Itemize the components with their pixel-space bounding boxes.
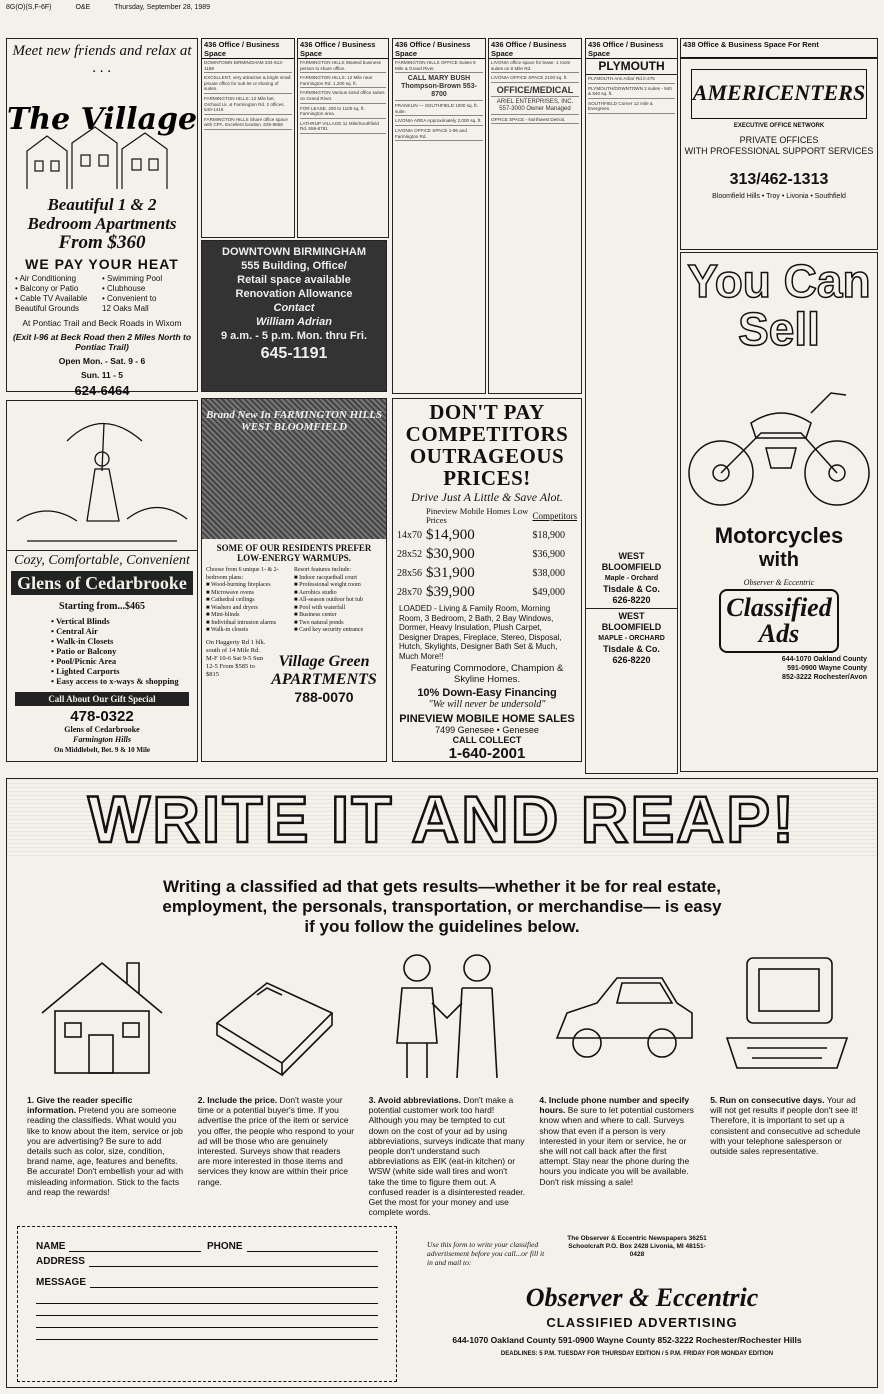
pineview-drive: Drive Just A Little & Save Alot. bbox=[411, 490, 563, 504]
deadlines: DEADLINES: 5 P.M. TUESDAY FOR THURSDAY EDITION / 5 P.M. FRIDAY FOR MONDAY EDITION bbox=[500, 1351, 774, 1357]
cedarbrooke-name: Glens of Cedarbrooke bbox=[11, 571, 193, 595]
pineview-financing: 10% Down-Easy Financing bbox=[417, 687, 557, 699]
tip-title: 4. Include phone number and specify hours. bbox=[539, 1095, 690, 1116]
feature-item: ■ Microwave ovens bbox=[206, 589, 254, 596]
listing: DOWNTOWN BIRMINGHAM 334-512-1168 bbox=[204, 60, 292, 73]
feature-item: • Central Air bbox=[51, 626, 98, 636]
wb-heading: WEST BLOOMFIELD bbox=[601, 611, 662, 632]
computer-icon bbox=[707, 943, 857, 1083]
tip-body: Pretend you are someone reading the classifieds. What would you like to know about the item, service or job you are advertising? Be sure to add details such as color, size, condition, brand name, age, features and benefits. Be accurate! Don't embellish your ad with misleading information. Stick to the facts and reap the rewards! bbox=[27, 1105, 184, 1197]
house-icon bbox=[27, 943, 177, 1083]
cedarbrooke-price: Starting from...$465 bbox=[59, 601, 145, 612]
tip-item bbox=[710, 1095, 867, 1217]
pineview-headline: COMPETITORS bbox=[405, 422, 569, 446]
size-cell: 14x70 bbox=[397, 530, 422, 541]
wb-heading: WEST BLOOMFIELD bbox=[601, 551, 662, 572]
classified-column-5 bbox=[585, 38, 678, 774]
message-line[interactable] bbox=[36, 1304, 378, 1316]
listing: FRANKLIN — SOUTHFIELD 1000 sq. ft. suite. bbox=[395, 103, 483, 116]
tisdale-name: Tisdale & Co. bbox=[603, 584, 660, 594]
you-can-sell-headline: You Can Sell bbox=[687, 255, 871, 355]
tip-title: 2. Include the price. bbox=[197, 1095, 278, 1105]
competitor-price: $36,900 bbox=[532, 549, 565, 560]
amenity: • Swimming Pool bbox=[102, 274, 163, 283]
tip-item bbox=[27, 1095, 184, 1217]
page-header bbox=[6, 4, 878, 16]
americenters-cities: Bloomfield Hills • Troy • Livonia • Southfield bbox=[712, 193, 846, 200]
tip-body: Be sure to let potential customers know when and where to call. Surveys show that even if a person is very interested in your item or service, he or she will not call back after the first attempt. Stay near the phone during the hours you indicate you will be available. Don't risk missing a sale! bbox=[539, 1105, 694, 1187]
downtown-line: 555 Building, Office/ bbox=[241, 260, 347, 272]
village-heat: WE PAY YOUR HEAT bbox=[25, 256, 179, 272]
woman-with-umbrella-icon bbox=[7, 401, 197, 549]
feature-item: • Patio or Balcony bbox=[51, 646, 117, 656]
feature-item: ■ Card key security entrance bbox=[294, 627, 364, 633]
amenity: • Clubhouse bbox=[102, 284, 146, 293]
column-heading: 436 Office / Business Space bbox=[489, 39, 581, 59]
americenters-line-1: PRIVATE OFFICES bbox=[739, 135, 819, 145]
tip-item bbox=[198, 1095, 355, 1217]
feature-item: ■ Professional weight room bbox=[294, 582, 361, 588]
pineview-headline: OUTRAGEOUS bbox=[409, 444, 565, 468]
listing: LIVONIA AREA Approximately 2,000 sq. ft. bbox=[395, 118, 483, 126]
downtown-line: 9 a.m. - 5 p.m. Mon. thru Fri. bbox=[220, 330, 368, 342]
size-cell: 28x52 bbox=[397, 549, 422, 560]
pineview-price: $30,900 bbox=[426, 546, 475, 562]
pineview-ad bbox=[392, 398, 582, 762]
feature-item: ■ Walk-in closets bbox=[206, 627, 249, 633]
competitor-price: $38,000 bbox=[532, 568, 565, 579]
with-text: with bbox=[759, 549, 799, 571]
feature-item: ■ Two natural ponds bbox=[294, 619, 344, 626]
listing: LIVONIA office space for lease. 1 room suites on 8 Mile Rd. bbox=[491, 60, 579, 73]
listing: SOUTHFIELD Corner 12 mile & Evergreen. bbox=[588, 101, 675, 114]
wb-subheading: MAPLE - ORCHARD bbox=[598, 635, 665, 642]
message-line[interactable] bbox=[36, 1328, 378, 1340]
rent-column-heading bbox=[680, 38, 878, 58]
classified-column-2 bbox=[297, 38, 389, 238]
feature-item: ■ Aerobics studio bbox=[294, 589, 337, 596]
cedarbrooke-addr: Glens of Cedarbrooke bbox=[64, 725, 140, 734]
oe-name: Observer & Eccentric bbox=[743, 578, 815, 587]
listing: LIVONIA OFFICE SPACE 2100 sq. ft. bbox=[491, 75, 579, 83]
write-it-and-reap-section bbox=[6, 778, 878, 1388]
briefcase-icon bbox=[197, 943, 347, 1083]
pineview-price: $39,900 bbox=[426, 584, 475, 600]
west-bloomfield-ad-2 bbox=[586, 609, 677, 668]
size-cell: 28x70 bbox=[397, 587, 422, 598]
feature-item: • Easy access to x-ways & shopping bbox=[51, 676, 179, 686]
downtown-birmingham-ad bbox=[201, 240, 387, 392]
phone-label: PHONE bbox=[206, 1241, 243, 1252]
plymouth-heading: PLYMOUTH bbox=[586, 59, 677, 75]
classified-column-1 bbox=[201, 38, 295, 238]
table-row bbox=[395, 564, 579, 583]
price-comparison-table bbox=[395, 506, 579, 602]
phone-field[interactable] bbox=[247, 1242, 379, 1252]
listing: CALL MARY BUSH Thompson-Brown 553-8700 bbox=[395, 75, 483, 101]
pineview-name: PINEVIEW MOBILE HOME SALES bbox=[399, 713, 575, 725]
downtown-line: DOWNTOWN BIRMINGHAM bbox=[222, 246, 366, 258]
americenters-ad bbox=[680, 58, 878, 250]
feature-item: ■ Pool with waterfall bbox=[294, 604, 346, 611]
village-green-ad bbox=[201, 398, 387, 762]
tisdale-phone: 626-8220 bbox=[612, 655, 651, 665]
tip-body: Your ad will not get results if people don't see it! Therefore, it is important to set up a consistent and consecutive ad schedule with your telephone salesperson or outside sales representative. bbox=[710, 1095, 861, 1157]
listing: LIVONIA OFFICE SPACE 1-96 and Farmington Rd. bbox=[395, 128, 483, 141]
feature-item: • Pool/Picnic Area bbox=[51, 656, 117, 666]
village-logo bbox=[6, 81, 198, 191]
feature-item: ■ Indoor racquetball court bbox=[294, 574, 358, 581]
village-amenities bbox=[11, 274, 193, 314]
village-green-features bbox=[202, 567, 386, 635]
amenity: 12 Oaks Mall bbox=[102, 304, 149, 313]
listing: FARMINGTON HILLS Share office space with CPA. Excellent location. 626-8858 bbox=[204, 117, 292, 130]
sell-phone: 644-1070 Oakland County bbox=[781, 656, 867, 663]
listing: FARMINGTON Various sized office suites on Grand River. bbox=[300, 90, 386, 103]
listing: LATHRUP VILLAGE 11 Mile/Southfield Rd. 559-6791 bbox=[300, 121, 386, 134]
couple-handshake-icon bbox=[367, 943, 527, 1083]
downtown-line: Contact bbox=[273, 302, 315, 314]
address-field[interactable] bbox=[89, 1257, 378, 1267]
classified-advertising: CLASSIFIED ADVERTISING bbox=[546, 1315, 738, 1330]
message-label: MESSAGE bbox=[36, 1277, 87, 1288]
tip-item bbox=[539, 1095, 696, 1217]
listing: FARMINGTON HILLS Wanted business person to share office. bbox=[300, 60, 386, 73]
village-tagline-1: Beautiful 1 & 2 bbox=[47, 195, 157, 214]
village-price: From $360 bbox=[58, 232, 146, 253]
you-can-sell-ad bbox=[680, 252, 878, 772]
tips-list bbox=[27, 1095, 867, 1217]
listing: EXCELLENT, very attractive & bright small private office for sub-let or sharing of suites. bbox=[204, 75, 292, 94]
pineview-price: $31,900 bbox=[426, 565, 475, 581]
classified-ads-logo: Classified Ads bbox=[719, 589, 839, 653]
village-tagline-2: Bedroom Apartments bbox=[27, 214, 177, 233]
pineview-call-collect: CALL COLLECT bbox=[452, 735, 522, 745]
table-row bbox=[395, 583, 579, 602]
feature-item: ■ Washers and dryers bbox=[206, 604, 258, 611]
write-intro: Writing a classified ad that gets results—whether it be for real estate, employment, the personals, transportation, or merchandise— is easy if you follow the guidelines below. bbox=[162, 877, 722, 936]
car-icon bbox=[547, 943, 697, 1083]
name-label: NAME bbox=[36, 1241, 66, 1252]
pineview-phone: 1-640-2001 bbox=[448, 745, 526, 762]
motorcycle-icon bbox=[681, 353, 877, 523]
tip-item bbox=[369, 1095, 526, 1217]
village-green-photo: Brand New In FARMINGTON HILLS WEST BLOOMFIELD bbox=[202, 399, 386, 539]
column-heading: 436 Office / Business Space bbox=[298, 39, 388, 59]
americenters-phone: 313/462-1313 bbox=[729, 171, 829, 188]
downtown-line: Retail space available bbox=[237, 274, 351, 286]
page-date: Thursday, September 28, 1989 bbox=[114, 4, 211, 11]
column-heading: 436 Office / Business Space bbox=[393, 39, 485, 59]
village-logo-text: The Village bbox=[6, 102, 198, 137]
listing: PLYMOUTH/DOWNTOWN 2 suites - 940 & 840 sq. ft. bbox=[588, 86, 675, 99]
village-meet: Meet new friends and relax at . . . bbox=[12, 43, 192, 76]
message-line[interactable] bbox=[36, 1292, 378, 1304]
page-code: 8G(O)(S,F-6F) bbox=[6, 4, 52, 11]
wb-subheading: Maple - Orchard bbox=[604, 575, 659, 582]
cedarbrooke-phone: 478-0322 bbox=[70, 708, 134, 725]
tip-title: 3. Avoid abbreviations. bbox=[368, 1095, 462, 1105]
amenity: • Cable TV Available bbox=[15, 294, 88, 303]
tisdale-name: Tisdale & Co. bbox=[603, 644, 660, 654]
americenters-line-2: WITH PROFESSIONAL SUPPORT SERVICES bbox=[684, 146, 874, 156]
listing: FOR LEASE, 200 to 1100 sq. ft. Farmington area. bbox=[300, 106, 386, 119]
address-label: ADDRESS bbox=[36, 1256, 85, 1267]
village-green-logo: Village Green APARTMENTS bbox=[271, 652, 377, 688]
feature-item: • Lighted Carports bbox=[51, 666, 120, 676]
message-field[interactable] bbox=[90, 1278, 378, 1288]
tip-title: 5. Run on consecutive days. bbox=[710, 1095, 825, 1105]
size-cell: 28x56 bbox=[397, 568, 422, 579]
village-green-phone: 788-0070 bbox=[294, 688, 354, 705]
classified-phones: 644-1070 Oakland County 591-0900 Wayne County 852-3222 Rochester/Rochester Hills bbox=[452, 1335, 802, 1345]
village-green-address: On Haggerty Rd 1 blk. south of 14 Mile Rd. M-F 10-6 Sat 9-5 Sun 12-5 From $585 to $815 bbox=[206, 638, 266, 678]
village-sunday: Sun. 11 - 5 bbox=[80, 370, 124, 380]
pineview-slogan: "We will never be undersold" bbox=[428, 699, 546, 710]
listing: OFFICE SPACE - Northwest Detroit. bbox=[491, 117, 579, 125]
listing: FARMINGTON HILLS: 12 Mile near Farmington Rd. 1,200 sq. ft. bbox=[300, 75, 386, 88]
listing: FARMINGTON HILLS OFFICE Suites 9 Mile & Grand River. bbox=[395, 60, 483, 73]
use-form-note: Use this form to write your classified advertisement before you call...or fill it in and mail to: bbox=[427, 1240, 545, 1267]
tip-body: Don't make a potential customer work too hard! Although you may be tempted to cut down on the cost of your ad by using abbreviations, surveys indicate that many people don't understand such abbreviations as EIK (eat-in kitchen) or WSW (white side wall tires and won't take the time to figure them out. A confused reader is a disinterested reader. Get the most for your money and use complete words. bbox=[368, 1095, 525, 1218]
feature-item: • Walk-in Closets bbox=[51, 636, 114, 646]
message-line[interactable] bbox=[36, 1316, 378, 1328]
amenity: • Air Conditioning bbox=[15, 274, 77, 283]
sell-phone: 852-3222 Rochester/Avon bbox=[782, 674, 867, 681]
village-hours: Open Mon. - Sat. 9 - 6 bbox=[58, 356, 146, 366]
amenity: Beautiful Grounds bbox=[15, 304, 80, 313]
table-row bbox=[395, 545, 579, 564]
observer-eccentric-logo: Observer & Eccentric bbox=[525, 1283, 759, 1312]
table-row bbox=[395, 526, 579, 545]
downtown-line: William Adrian bbox=[256, 316, 332, 328]
feature-item: ■ Wood-burning fireplaces bbox=[206, 582, 271, 588]
amenity: • Balcony or Patio bbox=[15, 284, 79, 293]
feature-item: • Vertical Blinds bbox=[51, 616, 110, 626]
americenters-network: EXECUTIVE OFFICE NETWORK bbox=[733, 123, 825, 129]
feature-item: ■ Individual intrusion alarms bbox=[206, 619, 277, 626]
pineview-address: 7499 Genesee • Genesee bbox=[435, 725, 539, 735]
pineview-col-header: Pineview Mobile Homes Low Prices bbox=[426, 506, 529, 525]
feature-item: Resort features include: bbox=[294, 567, 351, 573]
village-location: At Pontiac Trail and Beck Roads in Wixom bbox=[22, 318, 182, 328]
competitor-price: $49,000 bbox=[532, 587, 565, 598]
village-exit: (Exit I-96 at Beck Road then 2 Miles North to Pontiac Trail) bbox=[12, 332, 192, 352]
column-heading: 436 Office / Business Space bbox=[202, 39, 294, 59]
feature-item: ■ Cathedral ceilings bbox=[206, 597, 255, 603]
village-ad bbox=[6, 38, 198, 398]
downtown-phone: 645-1191 bbox=[260, 345, 328, 362]
cedarbrooke-special: Call About Our Gift Special bbox=[15, 692, 189, 706]
west-bloomfield-ad-1 bbox=[586, 549, 677, 609]
village-phone: 624-6464 bbox=[74, 383, 130, 398]
listing: ARIEL ENTERPRISES, INC. 557-3000 Owner Managed bbox=[491, 99, 579, 115]
amenity: • Convenient to bbox=[102, 294, 157, 303]
pineview-features: LOADED - Living & Family Room, Morning Room, 3 Bedroom, 2 Bath, 2 Bay Windows, Dormer, Heavy Insulation, Plush Carpet, Designer Drapes, Fireplace, Stereo, Disposal, Hutch, Skylights, Designer Bath Set & Much, Much More!! bbox=[399, 604, 562, 661]
classified-column-4 bbox=[488, 38, 582, 394]
mailing-address: The Observer & Eccentric Newspapers 36251 Schoolcraft P.O. Box 2428 Livonia, MI 48151-0428 bbox=[567, 1235, 707, 1258]
listing: FARMINGTON HILLS: 12 Mile bet. Orchard Lk. & Farmington Rd. 2 offices. 540-1416 bbox=[204, 96, 292, 115]
feature-item: Choose from 6 unique 1- & 2-bedroom plans: bbox=[206, 567, 279, 581]
listing: PLYMOUTH Ann Arbor Rd./I-275 bbox=[588, 76, 675, 84]
competitor-price: $18,900 bbox=[532, 530, 565, 541]
cedarbrooke-ad bbox=[6, 400, 198, 762]
column-heading: 436 Office / Business Space bbox=[586, 39, 677, 59]
downtown-line: Renovation Allowance bbox=[235, 288, 353, 300]
cedarbrooke-features bbox=[7, 616, 197, 686]
paper-name: O&E bbox=[75, 4, 91, 11]
pineview-price: $14,900 bbox=[426, 527, 475, 543]
column-heading: 438 Office & Business Space For Rent bbox=[683, 40, 819, 49]
tip-body: Don't waste your time or a potential buyer's time. If you advertise the price of the item or service you offer, the people who respond to your ad will be those who are genuinely interested. Surveys show that readers are more interested in those items and services they know are within their price range. bbox=[197, 1095, 355, 1187]
motorcycles-text: Motorcycles bbox=[714, 523, 844, 548]
cedarbrooke-addr: On Middlebelt, Bet. 9 & 10 Mile bbox=[53, 746, 151, 754]
cedarbrooke-addr: Farmington Hills bbox=[72, 735, 132, 744]
sell-phone: 591-0900 Wayne County bbox=[787, 665, 867, 672]
motorcycle-illustration bbox=[681, 353, 877, 523]
feature-item: ■ All-season outdoor hot tub bbox=[294, 597, 363, 603]
tip-title: 1. Give the reader specific information. bbox=[27, 1095, 133, 1116]
name-field[interactable] bbox=[69, 1242, 201, 1252]
write-banner: WRITE IT AND REAP! bbox=[7, 779, 877, 859]
feature-item: ■ Business center bbox=[294, 612, 337, 618]
listing: OFFICE/MEDICAL bbox=[491, 85, 579, 97]
pineview-headline: DON'T PAY bbox=[429, 400, 545, 424]
pineview-headline: PRICES! bbox=[443, 466, 531, 490]
cedarbrooke-cozy: Cozy, Comfortable, Convenient bbox=[14, 553, 190, 568]
classified-column-3 bbox=[392, 38, 486, 394]
village-green-bottom bbox=[202, 635, 386, 709]
tisdale-phone: 626-8220 bbox=[612, 595, 651, 605]
pineview-brands: Featuring Commodore, Champion & Skyline Homes. bbox=[410, 663, 564, 685]
ad-order-form bbox=[17, 1226, 397, 1382]
feature-item: ■ Mini-blinds bbox=[206, 612, 240, 618]
americenters-logo: AMERICENTERS bbox=[691, 69, 867, 119]
cedarbrooke-illustration bbox=[7, 401, 197, 551]
village-houses-illustration bbox=[6, 81, 198, 191]
village-green-headline: SOME OF OUR RESIDENTS PREFER LOW-ENERGY WARMUPS. bbox=[216, 543, 372, 563]
competitors-col-header: Competitors bbox=[532, 511, 577, 521]
